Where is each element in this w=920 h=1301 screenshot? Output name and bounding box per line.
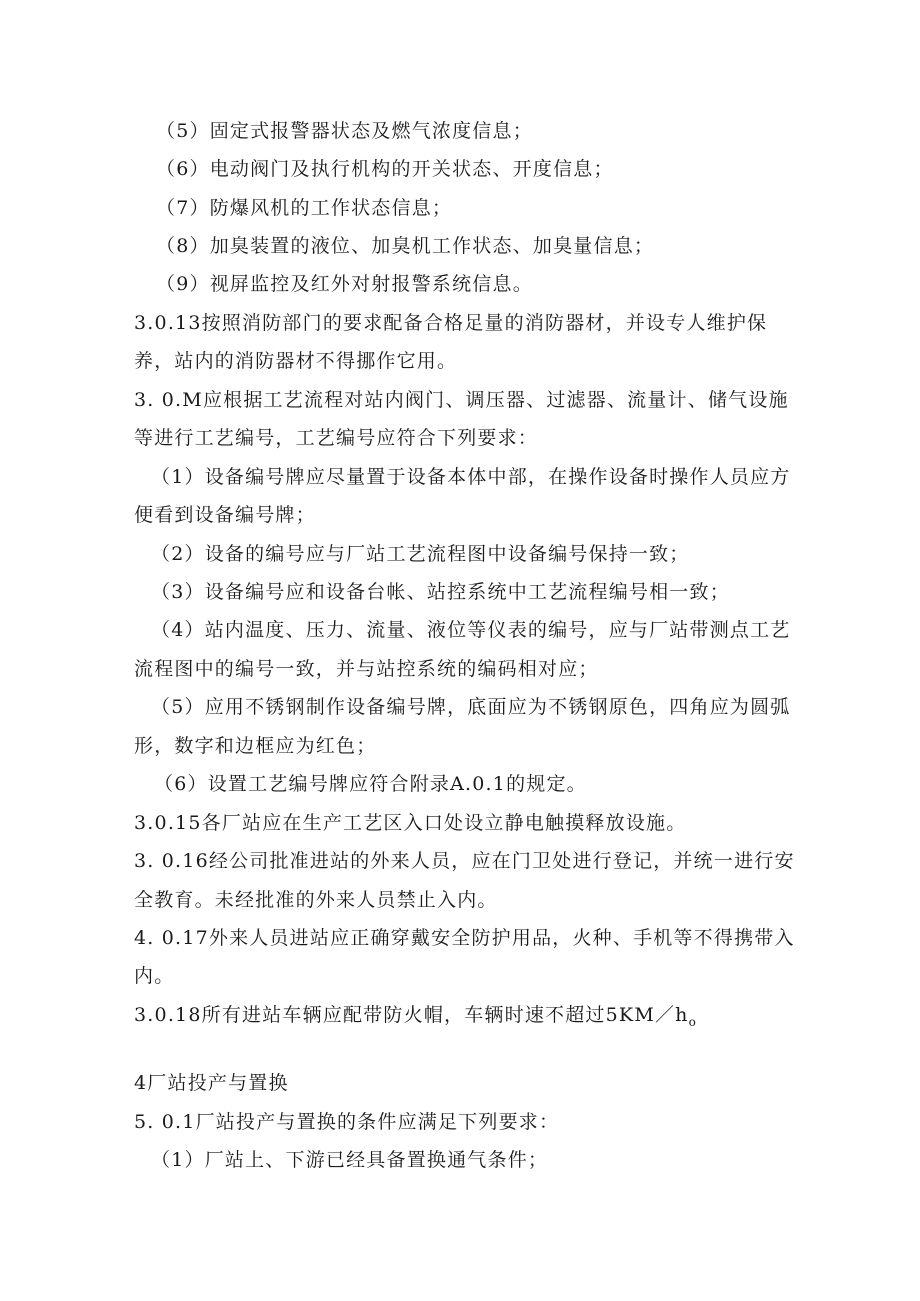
list-item: （6）设置工艺编号牌应符合附录A.0.1的规定。 [154, 773, 587, 795]
clause-continuation: 等进行工艺编号，工艺编号应符合下列要求： [134, 427, 539, 449]
list-item: （5）固定式报警器状态及燃气浓度信息； [156, 120, 533, 142]
list-item: （6）电动阀门及执行机构的开关状态、开度信息； [156, 158, 614, 180]
list-item: （1）厂站上、下游已经具备置换通气条件； [151, 1149, 549, 1171]
subscript-text: o [688, 1014, 696, 1029]
clause-3-0-17: 4. 0.17外来人员进站应正确穿戴安全防护用品，火种、手机等不得携带入 [134, 927, 795, 949]
list-item: （7）防爆风机的工作状态信息； [156, 197, 453, 219]
list-item: （4）站内温度、压力、流量、液位等仪表的编号，应与厂站带测点工艺 [151, 619, 791, 641]
clause-3-0-16: 3. 0.16经公司批准进站的外来人员，应在门卫处进行登记，并统一进行安 [134, 850, 795, 872]
list-item: （9）视屏监控及红外对射报警系统信息。 [156, 273, 533, 295]
list-item-continuation: 流程图中的编号一致，并与站控系统的编码相对应； [134, 658, 599, 680]
clause-3-0-18 [134, 1002, 696, 1035]
list-item: （8）加臭装置的液位、加臭机工作状态、加臭量信息； [156, 235, 655, 257]
list-item: （3）设备编号应和设备台帐、站控系统中工艺流程编号相一致； [151, 581, 730, 603]
clause-3-0-13: 3.0.13按照消防部门的要求配备合格足量的消防器材，并设专人维护保 [134, 312, 768, 334]
list-item-continuation: 形，数字和边框应为红色； [134, 735, 377, 757]
clause-text: 3.0.18所有进站车辆应配带防火帽，车辆时速不超过5KM／h [134, 1004, 689, 1026]
section-heading: 4厂站投产与置换 [134, 1072, 289, 1094]
list-item-continuation: 便看到设备编号牌； [134, 504, 316, 526]
clause-5-0-1: 5. 0.1厂站投产与置换的条件应满足下列要求： [134, 1111, 560, 1133]
clause-continuation: 内。 [134, 965, 175, 987]
list-item: （1）设备编号牌应尽量置于设备本体中部，在操作设备时操作人员应方 [151, 466, 791, 488]
list-item: （5）应用不锈钢制作设备编号牌，底面应为不锈钢原色，四角应为圆弧 [151, 696, 791, 718]
clause-3-0-15: 3.0.15各厂站应在生产工艺区入口处设立静电触摸释放设施。 [134, 812, 687, 834]
clause-continuation: 全教育。未经批准的外来人员禁止入内。 [134, 889, 498, 911]
clause-continuation: 养，站内的消防器材不得挪作它用。 [134, 350, 458, 372]
clause-3-0-14: 3. 0.M应根据工艺流程对站内阀门、调压器、过滤器、流量计、储气设施 [134, 389, 789, 411]
list-item: （2）设备的编号应与厂站工艺流程图中设备编号保持一致； [151, 543, 690, 565]
